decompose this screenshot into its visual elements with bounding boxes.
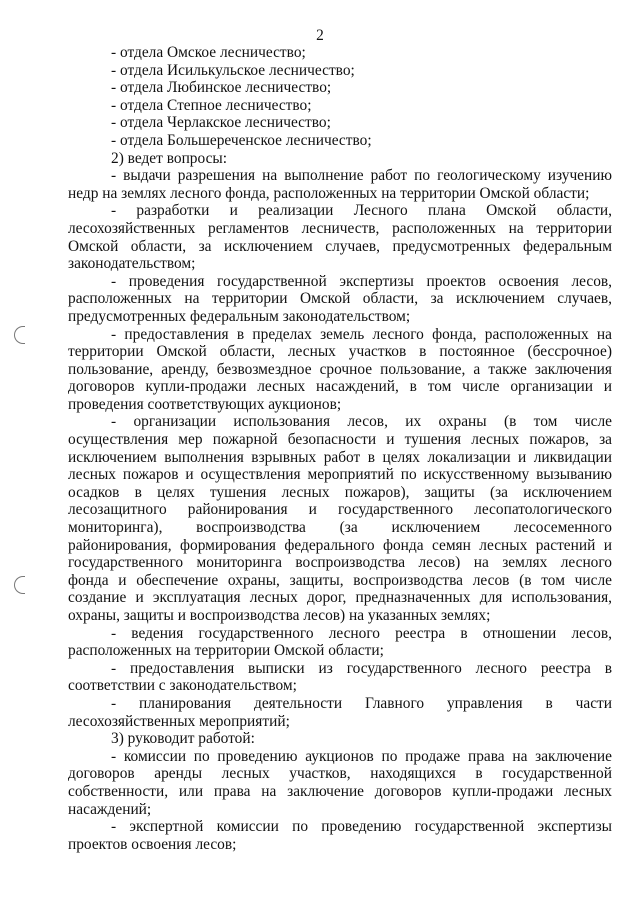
text-line: осадков в целях тушения лесных пожаров), защиты (за исключением	[68, 483, 612, 501]
text-line: соответствии с законодательством;	[68, 677, 297, 695]
text-line: лесохозяйственных мероприятий;	[68, 712, 290, 730]
text-line: насаждений;	[68, 800, 152, 818]
text-line: законодательством;	[68, 255, 196, 273]
text-line: лесных пожаров и осуществления мероприятий по искусственному вызыванию	[68, 466, 612, 484]
text-line: - отдела Степное лесничество;	[111, 96, 312, 114]
text-line: создание и эксплуатация лесных дорог, предназначенных для использования,	[68, 589, 612, 607]
text-line: договоров купли-продажи лесных насаждений, в том числе организации и	[68, 378, 612, 396]
text-line: - комиссии по проведению аукционов по продаже права на заключение	[111, 747, 612, 765]
text-line: исключением выполнения взрывных работ в целях локализации и ликвидации	[68, 448, 612, 466]
text-line: - планирования деятельности Главного управления в части	[111, 694, 612, 712]
text-line: - отдела Большереченское лесничество;	[111, 131, 372, 149]
punch-hole-mark	[14, 576, 25, 594]
text-line: договоров аренды лесных участков, находящихся в государственной	[68, 765, 612, 783]
text-line: - экспертной комиссии по проведению государственной экспертизы	[111, 818, 612, 836]
text-line: 3) руководит работой:	[111, 730, 255, 748]
text-line: лесохозяйственных регламентов лесничеств, расположенных на территории	[68, 219, 612, 237]
text-line: - организации использования лесов, их охраны (в том числе	[111, 413, 612, 431]
text-line: недр на землях лесного фонда, расположенных на территории Омской области;	[68, 184, 590, 202]
text-line: предусмотренных федеральным законодательством;	[68, 307, 411, 325]
text-line: - отдела Исилькульское лесничество;	[111, 61, 355, 79]
text-line: государственного мониторинга воспроизводства лесов) на землях лесного	[68, 554, 612, 572]
text-line: Омской области, за исключением случаев, предусмотренных федеральным	[68, 237, 612, 255]
text-line: районирования, формирования федерального фонда семян лесных растений и	[68, 536, 612, 554]
text-line: - разработки и реализации Лесного плана Омской области,	[111, 202, 612, 220]
punch-hole-mark	[14, 326, 25, 344]
document-body	[68, 44, 612, 853]
text-line: - выдачи разрешения на выполнение работ по геологическому изучению	[111, 167, 612, 185]
text-line: территории Омской области, лесных участков в постоянное (бессрочное)	[68, 343, 612, 361]
text-line: пользование, аренду, безвозмездное срочное пользование, а также заключения	[68, 360, 612, 378]
text-line: собственности, или права на заключение договоров купли-продажи лесных	[68, 782, 612, 800]
text-line: мониторинга), воспроизводства (за исключением лесосеменного	[68, 519, 612, 537]
text-line: расположенных на территории Омской области;	[68, 642, 384, 660]
text-line: фонда и обеспечение охраны, защиты, воспроизводства лесов (в том числе	[68, 571, 612, 589]
text-line: - отдела Любинское лесничество;	[111, 79, 332, 97]
text-line: проведения соответствующих аукционов;	[68, 395, 342, 413]
text-line: охраны, защиты и воспроизводства лесов) на указанных землях;	[68, 607, 491, 624]
text-line: - отдела Омское лесничество;	[111, 44, 306, 61]
text-line: осуществления мер пожарной безопасности и тушения лесных пожаров, за	[68, 431, 612, 449]
text-line: - предоставления в пределах земель лесного фонда, расположенных на	[111, 325, 612, 343]
text-line: - отдела Черлакское лесничество;	[111, 114, 331, 132]
text-line: расположенных на территории Омской области, за исключением случаев,	[68, 290, 612, 308]
text-line: - предоставления выписки из государственного лесного реестра в	[111, 659, 612, 677]
text-line: лесозащитного районирования и государственного лесопатологического	[68, 501, 612, 519]
text-line: - проведения государственной экспертизы проектов освоения лесов,	[111, 272, 612, 290]
page-number: 2	[316, 27, 324, 44]
text-line: 2) ведет вопросы:	[111, 149, 228, 167]
text-line: проектов освоения лесов;	[68, 835, 237, 853]
text-line: - ведения государственного лесного реестра в отношении лесов,	[111, 624, 612, 642]
